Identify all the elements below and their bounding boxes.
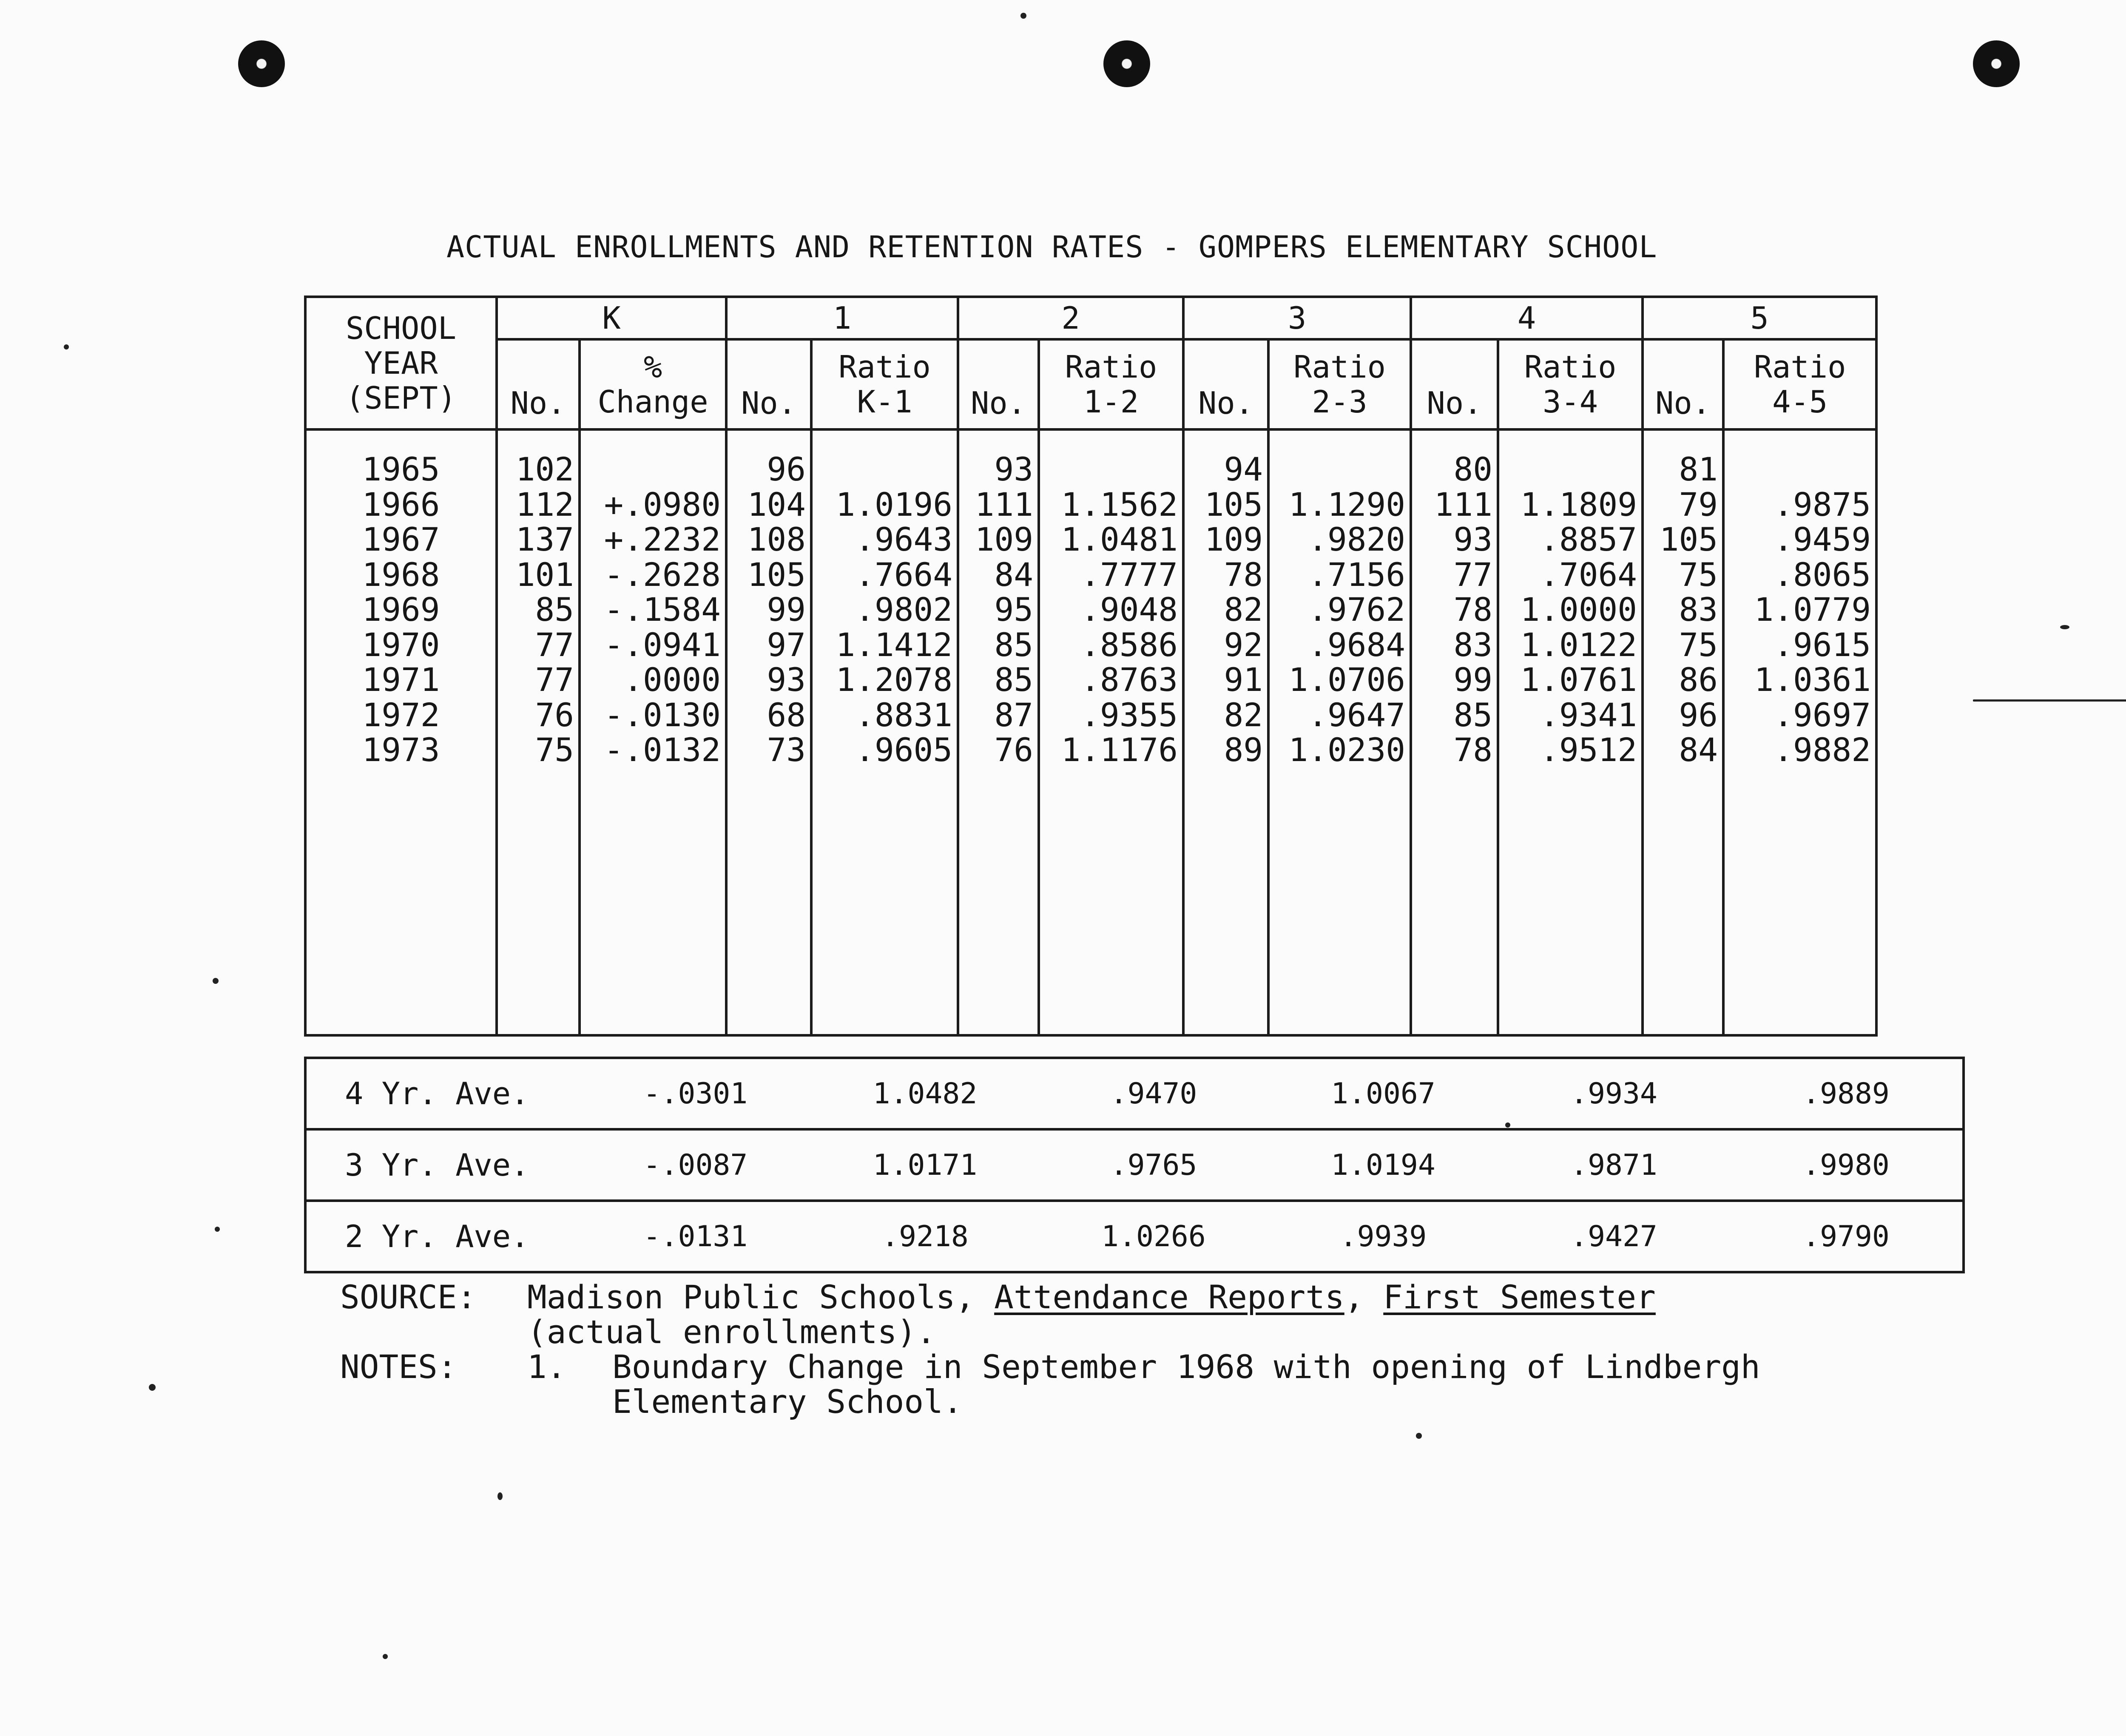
notes-text-1: Boundary Change in September 1968 with opening of Lindbergh xyxy=(612,1348,1760,1386)
cell-r-45: 1.0779 xyxy=(1723,592,1876,628)
cell-g2-no: 109 xyxy=(958,522,1039,557)
punch-hole-left xyxy=(238,40,285,87)
cell-r-45: .9875 xyxy=(1723,487,1876,523)
cell-r-45 xyxy=(1723,452,1876,487)
cell-g2-no: 84 xyxy=(958,557,1039,593)
header-ratio-23: Ratio 2-3 xyxy=(1268,339,1411,429)
avg-r-23: .9939 xyxy=(1268,1201,1498,1272)
table-header xyxy=(304,295,1878,431)
cell-g2-no: 76 xyxy=(958,733,1039,768)
cell-r-34: 1.1809 xyxy=(1498,487,1643,523)
avg-r-34: .9934 xyxy=(1498,1058,1730,1129)
cell-r-k1 xyxy=(811,452,958,487)
cell-year: 1972 xyxy=(305,698,497,733)
cell-k-chg: -.0130 xyxy=(580,698,726,733)
cell-r-23: .9820 xyxy=(1268,522,1411,557)
avg-r-45: .9980 xyxy=(1730,1129,1964,1201)
cell-g5-no: 105 xyxy=(1643,522,1723,557)
cell-r-45: .9882 xyxy=(1723,733,1876,768)
cell-k-chg xyxy=(580,452,726,487)
cell-r-12: .9355 xyxy=(1039,698,1183,733)
avg-r-k1: 1.0171 xyxy=(811,1129,1039,1201)
cell-g5-no: 86 xyxy=(1643,662,1723,698)
cell-g4-no: 85 xyxy=(1411,698,1498,733)
cell-g5-no: 83 xyxy=(1643,592,1723,628)
notes-line xyxy=(340,1350,1760,1384)
cell-r-34: 1.0761 xyxy=(1498,662,1643,698)
cell-r-k1: .9605 xyxy=(811,733,958,768)
cell-k-no: 85 xyxy=(497,592,580,628)
footer-notes xyxy=(340,1280,1760,1419)
avg-k-chg: -.0301 xyxy=(580,1058,811,1129)
avg-r-12: .9765 xyxy=(1039,1129,1268,1201)
cell-r-12: .9048 xyxy=(1039,592,1183,628)
header-2-no: No. xyxy=(958,339,1039,429)
notes-line-2 xyxy=(340,1384,1760,1419)
cell-k-no: 102 xyxy=(497,452,580,487)
avg-r-12: .9470 xyxy=(1039,1058,1268,1129)
enrollment-table xyxy=(304,431,1878,1037)
notes-number: 1. xyxy=(527,1348,566,1386)
avg-k-chg: -.0131 xyxy=(580,1201,811,1272)
header-grade-4: 4 xyxy=(1411,297,1643,339)
cell-g1-no: 99 xyxy=(726,592,811,628)
cell-r-45: .9615 xyxy=(1723,628,1876,663)
cell-g3-no: 91 xyxy=(1183,662,1268,698)
cell-year: 1971 xyxy=(305,662,497,698)
cell-k-chg: +.0980 xyxy=(580,487,726,523)
cell-r-12: 1.0481 xyxy=(1039,522,1183,557)
cell-k-no: 112 xyxy=(497,487,580,523)
cell-g5-no: 79 xyxy=(1643,487,1723,523)
table-row xyxy=(305,662,1876,698)
cell-year: 1968 xyxy=(305,557,497,593)
cell-g3-no: 105 xyxy=(1183,487,1268,523)
cell-g4-no: 111 xyxy=(1411,487,1498,523)
cell-r-12: 1.1562 xyxy=(1039,487,1183,523)
cell-g2-no: 87 xyxy=(958,698,1039,733)
average-row xyxy=(305,1058,1964,1129)
cell-g1-no: 96 xyxy=(726,452,811,487)
cell-r-34: 1.0122 xyxy=(1498,628,1643,663)
cell-g3-no: 89 xyxy=(1183,733,1268,768)
cell-g4-no: 77 xyxy=(1411,557,1498,593)
cell-k-chg: .0000 xyxy=(580,662,726,698)
header-grade-5: 5 xyxy=(1643,297,1876,339)
cell-r-23: 1.0706 xyxy=(1268,662,1411,698)
avg-r-23: 1.0067 xyxy=(1268,1058,1498,1129)
page-title: ACTUAL ENROLLMENTS AND RETENTION RATES - GOMPERS ELEMENTARY SCHOOL xyxy=(446,230,1657,264)
punch-hole-right xyxy=(1973,40,2020,87)
avg-k-chg: -.0087 xyxy=(580,1129,811,1201)
cell-r-34: .7064 xyxy=(1498,557,1643,593)
cell-year: 1969 xyxy=(305,592,497,628)
table-row xyxy=(305,592,1876,628)
avg-label: 3 Yr. Ave. xyxy=(305,1129,580,1201)
cell-year: 1967 xyxy=(305,522,497,557)
cell-year: 1965 xyxy=(305,452,497,487)
avg-r-k1: .9218 xyxy=(811,1201,1039,1272)
header-grade-1: 1 xyxy=(726,297,958,339)
table-row xyxy=(305,452,1876,487)
source-line-2: (actual enrollments). xyxy=(527,1313,936,1351)
cell-g3-no: 92 xyxy=(1183,628,1268,663)
header-4-no: No. xyxy=(1411,339,1498,429)
cell-g3-no: 94 xyxy=(1183,452,1268,487)
cell-g5-no: 84 xyxy=(1643,733,1723,768)
cell-g4-no: 83 xyxy=(1411,628,1498,663)
cell-r-34 xyxy=(1498,452,1643,487)
cell-r-k1: .8831 xyxy=(811,698,958,733)
avg-r-k1: 1.0482 xyxy=(811,1058,1039,1129)
cell-r-34: .9341 xyxy=(1498,698,1643,733)
header-k-no: No. xyxy=(497,339,580,429)
cell-r-12: .8763 xyxy=(1039,662,1183,698)
cell-g3-no: 78 xyxy=(1183,557,1268,593)
source-label: SOURCE: xyxy=(340,1278,477,1316)
table-row xyxy=(305,733,1876,768)
cell-r-12 xyxy=(1039,452,1183,487)
cell-r-23: 1.0230 xyxy=(1268,733,1411,768)
header-ratio-12: Ratio 1-2 xyxy=(1039,339,1183,429)
header-grade-k: K xyxy=(497,297,726,339)
header-3-no: No. xyxy=(1183,339,1268,429)
source-semester: First Semester xyxy=(1383,1278,1656,1316)
cell-g4-no: 80 xyxy=(1411,452,1498,487)
avg-r-45: .9790 xyxy=(1730,1201,1964,1272)
cell-r-k1: .9643 xyxy=(811,522,958,557)
cell-g1-no: 97 xyxy=(726,628,811,663)
cell-r-k1: 1.1412 xyxy=(811,628,958,663)
source-line xyxy=(340,1280,1760,1315)
cell-k-chg: -.1584 xyxy=(580,592,726,628)
cell-k-no: 77 xyxy=(497,662,580,698)
cell-g1-no: 104 xyxy=(726,487,811,523)
header-ratio-k1: Ratio K-1 xyxy=(811,339,958,429)
notes-label: NOTES: xyxy=(340,1348,457,1386)
cell-r-45: .9697 xyxy=(1723,698,1876,733)
header-ratio-34: Ratio 3-4 xyxy=(1498,339,1643,429)
cell-g2-no: 95 xyxy=(958,592,1039,628)
averages-table xyxy=(304,1057,1965,1273)
cell-k-no: 137 xyxy=(497,522,580,557)
table-row xyxy=(305,628,1876,663)
header-ratio-45: Ratio 4-5 xyxy=(1723,339,1876,429)
cell-r-34: .8857 xyxy=(1498,522,1643,557)
header-k-change: % Change xyxy=(580,339,726,429)
table-row xyxy=(305,557,1876,593)
cell-g1-no: 73 xyxy=(726,733,811,768)
cell-k-chg: -.2628 xyxy=(580,557,726,593)
cell-r-34: .9512 xyxy=(1498,733,1643,768)
cell-g5-no: 75 xyxy=(1643,557,1723,593)
cell-g2-no: 93 xyxy=(958,452,1039,487)
cell-g2-no: 85 xyxy=(958,662,1039,698)
cell-r-23: 1.1290 xyxy=(1268,487,1411,523)
avg-r-45: .9889 xyxy=(1730,1058,1964,1129)
source-text: Madison Public Schools, Attendance Reports, First Semester xyxy=(527,1278,1656,1316)
cell-g4-no: 93 xyxy=(1411,522,1498,557)
avg-r-34: .9427 xyxy=(1498,1201,1730,1272)
cell-k-no: 76 xyxy=(497,698,580,733)
cell-year: 1970 xyxy=(305,628,497,663)
cell-r-34: 1.0000 xyxy=(1498,592,1643,628)
cell-g4-no: 99 xyxy=(1411,662,1498,698)
avg-r-12: 1.0266 xyxy=(1039,1201,1268,1272)
cell-k-no: 101 xyxy=(497,557,580,593)
cell-k-chg: +.2232 xyxy=(580,522,726,557)
cell-g3-no: 82 xyxy=(1183,592,1268,628)
cell-k-no: 77 xyxy=(497,628,580,663)
cell-r-45: .9459 xyxy=(1723,522,1876,557)
header-grade-2: 2 xyxy=(958,297,1183,339)
table-row xyxy=(305,698,1876,733)
punch-hole-center xyxy=(1103,40,1150,87)
cell-r-k1: 1.0196 xyxy=(811,487,958,523)
cell-r-23: .9684 xyxy=(1268,628,1411,663)
table-row xyxy=(305,522,1876,557)
header-1-no: No. xyxy=(726,339,811,429)
cell-g2-no: 85 xyxy=(958,628,1039,663)
avg-label: 2 Yr. Ave. xyxy=(305,1201,580,1272)
cell-g2-no: 111 xyxy=(958,487,1039,523)
header-5-no: No. xyxy=(1643,339,1723,429)
cell-g4-no: 78 xyxy=(1411,592,1498,628)
cell-r-23 xyxy=(1268,452,1411,487)
cell-g3-no: 82 xyxy=(1183,698,1268,733)
cell-g1-no: 105 xyxy=(726,557,811,593)
cell-r-23: .9647 xyxy=(1268,698,1411,733)
cell-r-45: 1.0361 xyxy=(1723,662,1876,698)
header-grade-3: 3 xyxy=(1183,297,1411,339)
avg-label: 4 Yr. Ave. xyxy=(305,1058,580,1129)
cell-k-chg: -.0941 xyxy=(580,628,726,663)
notes-text-2: Elementary School. xyxy=(612,1383,963,1421)
cell-r-23: .7156 xyxy=(1268,557,1411,593)
cell-r-12: .7777 xyxy=(1039,557,1183,593)
cell-year: 1966 xyxy=(305,487,497,523)
cell-g5-no: 96 xyxy=(1643,698,1723,733)
cell-r-45: .8065 xyxy=(1723,557,1876,593)
cell-r-12: .8586 xyxy=(1039,628,1183,663)
avg-r-34: .9871 xyxy=(1498,1129,1730,1201)
cell-r-k1: 1.2078 xyxy=(811,662,958,698)
cell-g1-no: 108 xyxy=(726,522,811,557)
cell-k-no: 75 xyxy=(497,733,580,768)
cell-r-k1: .7664 xyxy=(811,557,958,593)
avg-r-23: 1.0194 xyxy=(1268,1129,1498,1201)
cell-r-k1: .9802 xyxy=(811,592,958,628)
cell-g5-no: 81 xyxy=(1643,452,1723,487)
cell-g4-no: 78 xyxy=(1411,733,1498,768)
average-row xyxy=(305,1129,1964,1201)
header-school-year: SCHOOL YEAR (SEPT) xyxy=(305,297,497,429)
cell-r-23: .9762 xyxy=(1268,592,1411,628)
table-row xyxy=(305,487,1876,523)
cell-r-12: 1.1176 xyxy=(1039,733,1183,768)
cell-year: 1973 xyxy=(305,733,497,768)
cell-g1-no: 68 xyxy=(726,698,811,733)
cell-k-chg: -.0132 xyxy=(580,733,726,768)
average-row xyxy=(305,1201,1964,1272)
cell-g1-no: 93 xyxy=(726,662,811,698)
cell-g5-no: 75 xyxy=(1643,628,1723,663)
source-report: Attendance Reports xyxy=(994,1278,1344,1316)
cell-g3-no: 109 xyxy=(1183,522,1268,557)
